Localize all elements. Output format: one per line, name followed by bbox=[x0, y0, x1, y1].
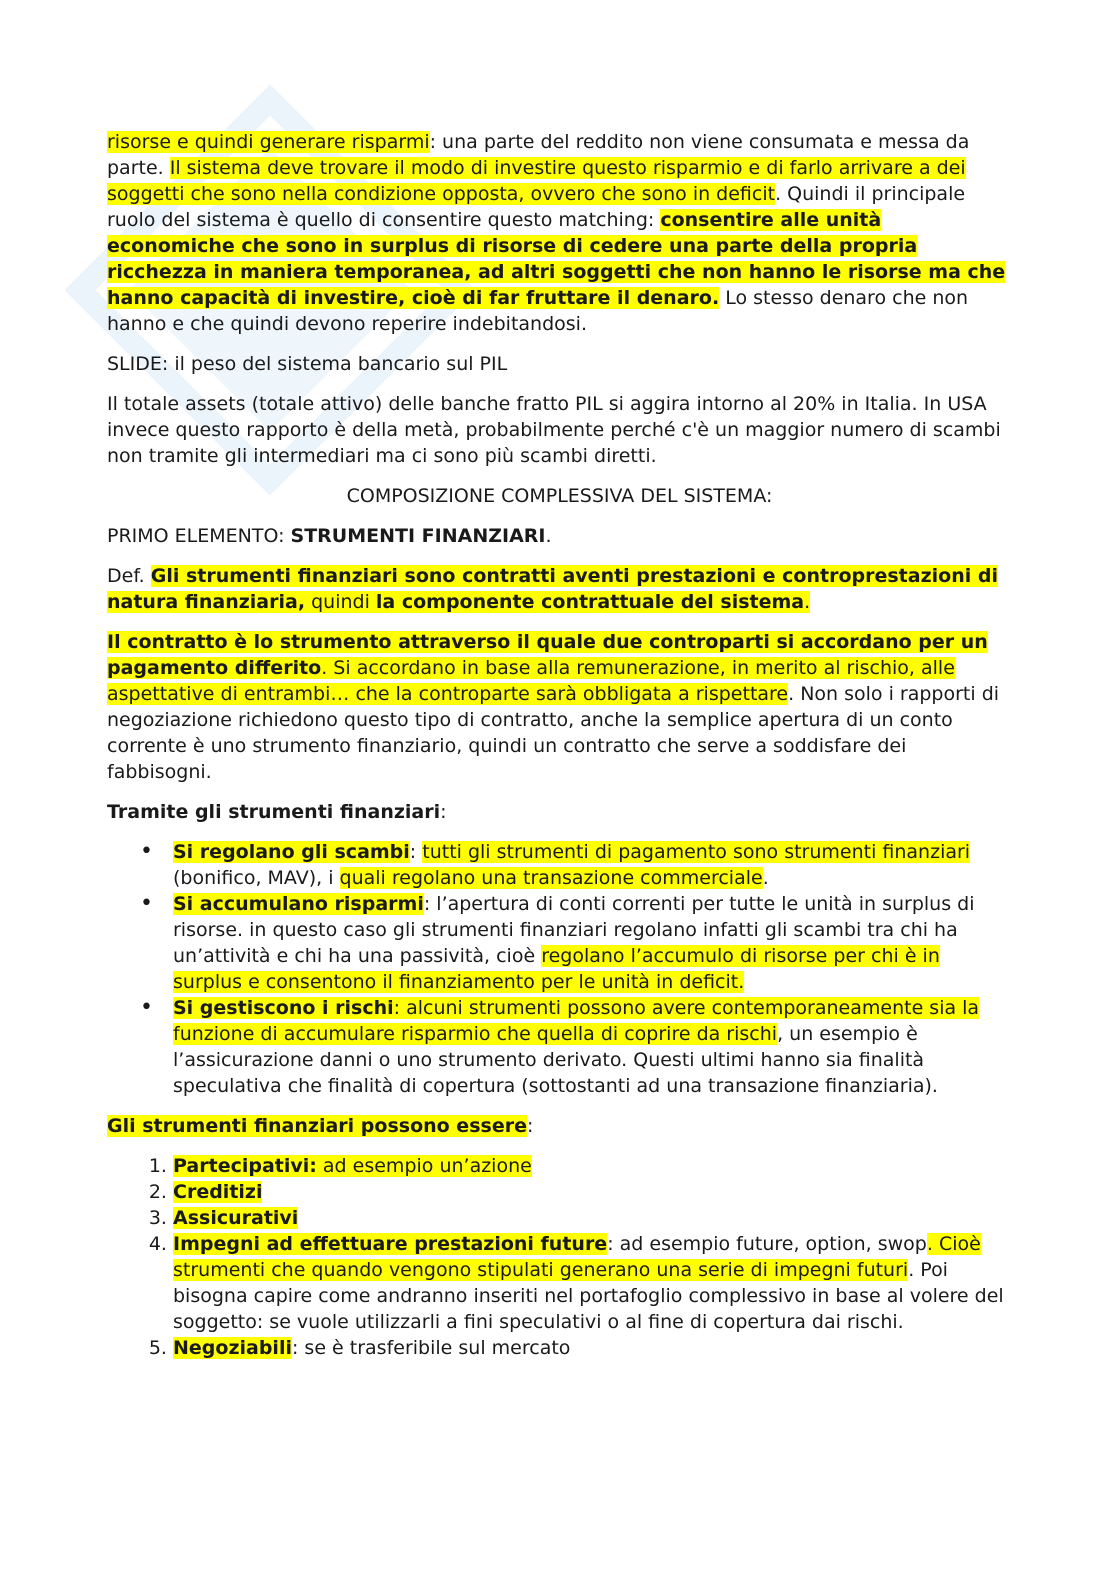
list-item: 5. Negoziabili: se è trasferibile sul mercato bbox=[173, 1335, 1012, 1361]
list-item: 1. Partecipativi: ad esempio un’azione bbox=[173, 1153, 1012, 1179]
highlight-bold: la componente contrattuale del sistema bbox=[375, 591, 805, 613]
list-item: 2. Creditizi bbox=[173, 1179, 1012, 1205]
highlight-bold: consentire alle unità economiche che sono in surplus di risorse di cedere una parte della propria ricchezza in maniera temporanea, ad altri soggetti che non hanno le risorse ma che hanno capacità di investire, cioè di far fruttare il denaro. bbox=[107, 209, 1006, 309]
list-item: • Si regolano gli scambi: tutti gli strumenti di pagamento sono strumenti finanziari (bonifico, MAV), i quali regolano una transazione commerciale. bbox=[173, 839, 1012, 891]
highlight: Il sistema deve trovare il modo di investire questo risparmio e di farlo arrivare a dei soggetti che sono nella condizione opposta, ovvero che sono in deficit bbox=[107, 157, 966, 205]
bullet-list bbox=[107, 839, 1012, 1099]
list-item: • Si accumulano risparmi: l’apertura di conti correnti per tutte le unità in surplus di risorse. in questo caso gli strumenti finanziari regolano infatti gli scambi tra chi ha un’attività e chi ha una passività, cioè regolano l’accumulo di risorse per chi è in surplus e consentono il finanziamento per le unità in deficit. bbox=[173, 891, 1012, 995]
highlight-bold: Il contratto è lo strumento attraverso il quale due controparti si accordano per un pagamento differito bbox=[107, 631, 988, 679]
highlight: risorse e quindi generare risparmi bbox=[107, 131, 430, 153]
section-heading: COMPOSIZIONE COMPLESSIVA DEL SISTEMA: bbox=[346, 485, 773, 507]
highlight: accordano in base alla remunerazione, in merito al rischio, alle aspettative di entrambi… che la controparte sarà obbligata a rispettare bbox=[107, 657, 955, 705]
paragraph-tramite: Tramite gli strumenti finanziari: bbox=[107, 801, 447, 823]
paragraph-primo-elemento: PRIMO ELEMENTO: STRUMENTI FINANZIARI. bbox=[107, 525, 552, 547]
highlight-bold: Gli strumenti finanziari sono contratti aventi prestazioni e controprestazioni di natura finanziaria, bbox=[107, 565, 998, 613]
paragraph-definition: Def. Gli strumenti finanziari sono contratti aventi prestazioni e controprestazioni di natura finanziaria, quindi la componente contrattuale del sistema. bbox=[107, 565, 998, 613]
paragraph-assets: Il totale assets (totale attivo) delle banche fratto PIL si aggira intorno al 20% in Italia. In USA invece questo rapporto è della metà, probabilmente perché c'è un maggior numero di scambi non tramite gli intermediari ma ci sono più scambi diretti. bbox=[107, 393, 1001, 467]
paragraph-slide-note: SLIDE: il peso del sistema bancario sul PIL bbox=[107, 353, 508, 375]
paragraph-possono-essere: Gli strumenti finanziari possono essere: bbox=[107, 1115, 534, 1137]
paragraph-contratto: Il contratto è lo strumento attraverso il quale due controparti si accordano per un pagamento differito. Si accordano in base alla remunerazione, in merito al rischio, alle aspettative di entrambi… che la controparte sarà obbligata a rispettare. Non solo i rapporti di negoziazione richiedono questo tipo di contratto, anche la semplice apertura di un conto corrente è uno strumento finanziario, quindi un contratto che serve a soddisfare dei fabbisogni. bbox=[107, 631, 1000, 783]
highlight-bold: Gli strumenti finanziari possono essere bbox=[107, 1115, 527, 1137]
list-item: 3. Assicurativi bbox=[173, 1205, 1012, 1231]
paragraph-intro: risorse e quindi generare risparmi: una parte del reddito non viene consumata e messa da parte. Il sistema deve trovare il modo di investire questo risparmio e di farlo arrivare a dei soggetti che sono nella condizione opposta, ovvero che sono in deficit. Quindi il principale ruolo del sistema è quello di consentire questo matching: consentire alle unità economiche che sono in surplus di risorse di cedere una parte della propria ricchezza in maniera temporanea, ad altri soggetti che non hanno le risorse ma che hanno capacità di investire, cioè di far fruttare il denaro. Lo stesso denaro che non hanno e che quindi devono reperire indebitandosi. bbox=[107, 131, 1006, 335]
list-item: 4. Impegni ad effettuare prestazioni future: ad esempio future, option, swop. Cioè strumenti che quando vengono stipulati generano una serie di impegni futuri. Poi bisogna capire come andranno inseriti nel portafoglio complessivo in base al volere del soggetto: se vuole utilizzarli a fini speculativi o al fine di copertura dai rischi. bbox=[173, 1231, 1012, 1335]
numbered-list bbox=[107, 1153, 1012, 1361]
list-item: • Si gestiscono i rischi: alcuni strumenti possono avere contemporaneamente sia la funzione di accumulare risparmio che quella di coprire da rischi, un esempio è l’assicurazione danni o uno strumento derivato. Questi ultimi hanno sia finalità speculativa che finalità di copertura (sottostanti ad una transazione finanziaria). bbox=[173, 995, 1012, 1099]
document-page bbox=[107, 129, 1012, 1375]
